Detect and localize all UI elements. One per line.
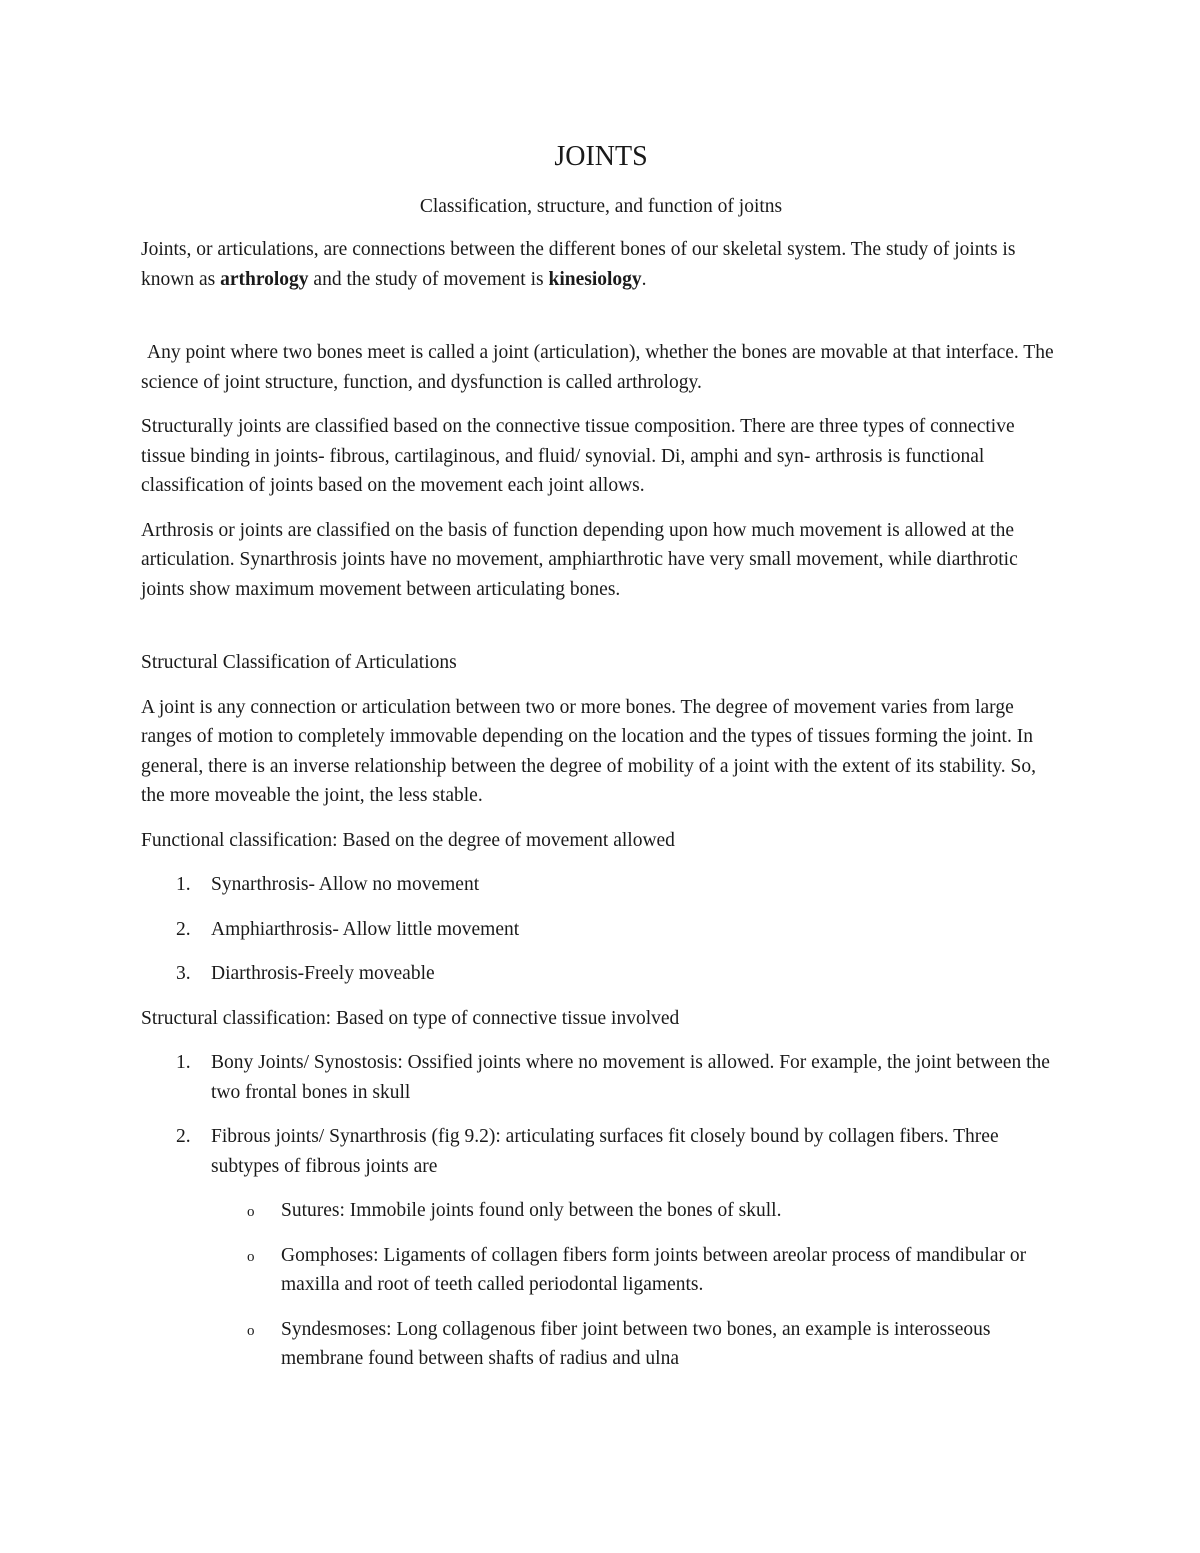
list-item: 3. Diarthrosis-Freely moveable bbox=[176, 963, 435, 985]
paragraph-joint-definition: Any point where two bones meet is called a joint (articulation), whether the bones are movable at that interface. The science of joint structure, function, and dysfunction is called arthrology. bbox=[141, 342, 1054, 393]
document-page bbox=[141, 140, 1061, 1389]
list-item: 1. Bony Joints/ Synostosis: Ossified joints where no movement is allowed. For example, the joint between the two frontal bones in skull bbox=[176, 1052, 1050, 1103]
structural-classification-heading: Structural Classification of Articulations bbox=[141, 652, 457, 674]
functional-list bbox=[141, 870, 1061, 989]
intro-text-2: and the study of movement is bbox=[308, 268, 549, 290]
sub-list-item: o Gomphoses: Ligaments of collagen fibers form joints between areolar process of mandibular or maxilla and root of teeth called periodontal ligaments. bbox=[247, 1244, 1027, 1296]
paragraph-structural-overview: Structurally joints are classified based on the connective tissue composition. There are three types of connective tissue binding in joints- fibrous, cartilaginous, and fluid/ synovial. Di, amphi and syn- arthrosis is functional classification of joints based on the movement each joint allows. bbox=[141, 416, 1015, 497]
fibrous-subtypes-list bbox=[211, 1196, 1061, 1374]
list-item: 1. Synarthrosis- Allow no movement bbox=[176, 874, 480, 896]
sub-list-item: o Sutures: Immobile joints found only between the bones of skull. bbox=[211, 1196, 1061, 1226]
term-kinesiology: kinesiology bbox=[548, 268, 642, 290]
term-arthrology: arthrology bbox=[220, 268, 309, 290]
sub-list-item: o Syndesmoses: Long collagenous fiber joint between two bones, an example is interosseous membrane found between shafts of radius and ulna bbox=[247, 1318, 991, 1370]
list-item: 2. Amphiarthrosis- Allow little movement bbox=[176, 918, 520, 940]
intro-text-1: Joints, or articulations, are connections between the different bones of our skeletal system. The study of joints is known as bbox=[141, 239, 1016, 290]
list-item: 2. Fibrous joints/ Synarthrosis (fig 9.2): articulating surfaces fit closely bound by collagen fibers. Three subtypes of fibrous joints are o Sutures: Immobile joints found only between the bones of skull. o Gomphoses: Ligaments of collagen fibers form joints between areolar process of mandibular or maxilla and root of teeth called periodontal ligaments. o Syndesmoses: Long collagenous fiber joint between two bones, an example is interosseous membrane found between shafts of radius and ulna bbox=[141, 1122, 1061, 1374]
paragraph-arthrosis-function: Arthrosis or joints are classified on the basis of function depending upon how much movement is allowed at the articulation. Synarthrosis joints have no movement, amphiarthrotic have very small movement, while diarthrotic joints show maximum movement between articulating bones. bbox=[141, 519, 1018, 600]
document-subtitle: Classification, structure, and function of joitns bbox=[419, 195, 783, 217]
intro-text-3: . bbox=[641, 268, 647, 290]
intro-paragraph bbox=[141, 235, 1061, 294]
bullet-icon: o bbox=[247, 1322, 255, 1339]
paragraph-joint-mobility: A joint is any connection or articulation between two or more bones. The degree of movement varies from large ranges of motion to completely immovable depending on the location and the types of tissues forming the joint. In general, there is an inverse relationship between the degree of mobility of a joint with the extent of its stability. So, the more moveable the joint, the less stable. bbox=[141, 696, 1036, 807]
structural-list bbox=[141, 1048, 1061, 1374]
structural-classification-list-heading: Structural classification: Based on type of connective tissue involved bbox=[141, 1007, 680, 1029]
functional-classification-heading: Functional classification: Based on the degree of movement allowed bbox=[141, 829, 675, 851]
bullet-icon: o bbox=[247, 1248, 255, 1265]
bullet-icon: o bbox=[247, 1204, 255, 1221]
document-title: JOINTS bbox=[554, 141, 648, 172]
